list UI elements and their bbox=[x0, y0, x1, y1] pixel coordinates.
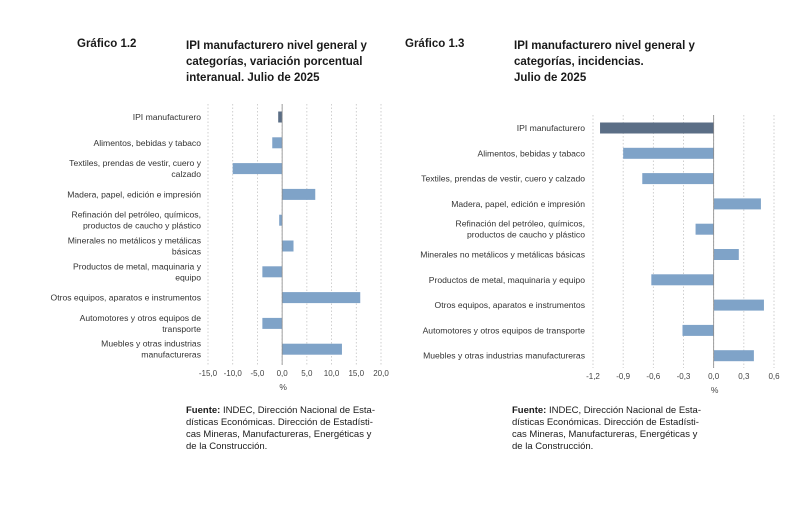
chart-1-tick-label: 0,0 bbox=[276, 369, 288, 378]
chart-2-bar bbox=[642, 173, 713, 184]
chart-2-category-label: Textiles, prendas de vestir, cuero y calzado bbox=[421, 173, 585, 184]
chart-1-category-label: Muebles y otras industrias bbox=[101, 338, 201, 349]
chart-2-source-label: Fuente: bbox=[512, 405, 547, 416]
chart-2-category-label: IPI manufacturero bbox=[516, 123, 585, 133]
chart-2-category-label: Muebles y otras industrias manufactureras bbox=[423, 350, 585, 361]
chart-1-category-label: manufactureras bbox=[141, 349, 201, 360]
chart-1-x-axis-label: % bbox=[279, 382, 287, 392]
chart-2-source-line: INDEC, Dirección Nacional de Esta- bbox=[548, 405, 702, 416]
chart-2-tick-label: 0,0 bbox=[708, 372, 720, 381]
chart-2-category-label: Automotores y otros equipos de transporte bbox=[422, 325, 585, 336]
chart-2-category-label: productos de caucho y plástico bbox=[467, 229, 585, 240]
chart-2-tick-label: -0,6 bbox=[646, 372, 661, 381]
chart-1-category-label: equipo bbox=[175, 272, 201, 283]
chart-2-bar bbox=[682, 325, 713, 336]
chart-1-tick-label: 5,0 bbox=[301, 369, 313, 378]
chart-1-category-label: Madera, papel, edición e impresión bbox=[67, 189, 201, 200]
chart-1-tick-label: -5,0 bbox=[250, 369, 265, 378]
chart-1-tick-label: 20,0 bbox=[373, 369, 389, 378]
chart-2-category-label: Otros equipos, aparatos e instrumentos bbox=[434, 300, 585, 311]
chart-2-category-label: Refinación del petróleo, químicos, bbox=[455, 218, 585, 229]
chart-2-tick-label: -0,3 bbox=[676, 372, 691, 381]
chart-2-title-line: IPI manufacturero nivel general y bbox=[514, 40, 695, 52]
chart-1-tick-label: -15,0 bbox=[198, 369, 218, 378]
chart-2-bar bbox=[623, 148, 714, 159]
chart-1-category-label: Automotores y otros equipos de bbox=[79, 312, 201, 323]
chart-2-bar bbox=[714, 249, 739, 260]
chart-2-tick-label: 0,3 bbox=[738, 372, 750, 381]
chart-2-tick-label: 0,6 bbox=[768, 372, 780, 381]
chart-2-title-line: categorías, incidencias. bbox=[514, 56, 644, 68]
chart-1-title-line: IPI manufacturero nivel general y bbox=[186, 40, 367, 52]
chart-1-category-label: básicas bbox=[171, 246, 201, 257]
chart-1-tick-label: -10,0 bbox=[223, 369, 242, 378]
chart-1-source-line: INDEC, Dirección Nacional de Esta- bbox=[222, 405, 376, 416]
chart-1-number: Gráfico 1.2 bbox=[77, 38, 137, 50]
chart-2-x-axis-label: % bbox=[710, 385, 719, 395]
chart-2-category-label: Alimentos, bebidas y tabaco bbox=[477, 148, 585, 159]
chart-2-source-line: dísticas Económicas. Dirección de Estadísti- bbox=[512, 417, 699, 428]
chart-1-category-label: Alimentos, bebidas y tabaco bbox=[93, 137, 201, 148]
chart-2-category-label: Madera, papel, edición e impresión bbox=[451, 198, 585, 209]
chart-1-category-label: transporte bbox=[162, 323, 201, 334]
chart-1-category-label: Textiles, prendas de vestir, cuero y bbox=[69, 158, 201, 169]
chart-2-source bbox=[512, 405, 712, 453]
chart-2-source-line: de la Construcción. bbox=[512, 441, 594, 452]
chart-2-number: Gráfico 1.3 bbox=[405, 38, 465, 50]
chart-2-bar bbox=[714, 350, 754, 361]
chart-2-title-line: Julio de 2025 bbox=[514, 72, 587, 84]
chart-1-tick-label: 15,0 bbox=[348, 369, 365, 378]
chart-1-category-label: Minerales no metálicos y metálicas bbox=[67, 235, 201, 246]
chart-1-category-label: Refinación del petróleo, químicos, bbox=[71, 209, 201, 220]
chart-2-bar bbox=[651, 274, 713, 285]
chart-1-title-line: categorías, variación porcentual bbox=[186, 56, 363, 68]
chart-2-bar bbox=[714, 300, 764, 311]
chart-1-category-label: Productos de metal, maquinaria y bbox=[72, 261, 201, 272]
chart-1-source-label: Fuente: bbox=[186, 405, 221, 416]
chart-1-category-label: productos de caucho y plástico bbox=[83, 220, 201, 231]
chart-1-category-label: Otros equipos, aparatos e instrumentos bbox=[50, 292, 201, 303]
chart-2-category-label: Minerales no metálicos y metálicas básicas bbox=[420, 249, 585, 260]
chart-1-category-label: calzado bbox=[171, 169, 201, 180]
chart-1-source-line: cas Mineras, Manufactureras, Energéticas y bbox=[186, 429, 372, 440]
chart-2-category-label: Productos de metal, maquinaria y equipo bbox=[428, 274, 585, 285]
chart-2-bar bbox=[696, 224, 714, 235]
chart-2-bar bbox=[600, 123, 714, 134]
chart-1-tick-label: 10,0 bbox=[323, 369, 340, 378]
chart-1-source-line: dísticas Económicas. Dirección de Estadísti- bbox=[186, 417, 373, 428]
chart-2-source-line: cas Mineras, Manufactureras, Energéticas y bbox=[512, 429, 698, 440]
chart-1-title-line: interanual. Julio de 2025 bbox=[186, 72, 320, 84]
chart-2-tick-label: -1,2 bbox=[586, 372, 600, 381]
chart-1-source-line: de la Construcción. bbox=[186, 441, 268, 452]
chart-2-tick-label: -0,9 bbox=[616, 372, 631, 381]
chart-2-bar bbox=[714, 198, 761, 209]
chart-1-category-label: IPI manufacturero bbox=[132, 112, 201, 122]
